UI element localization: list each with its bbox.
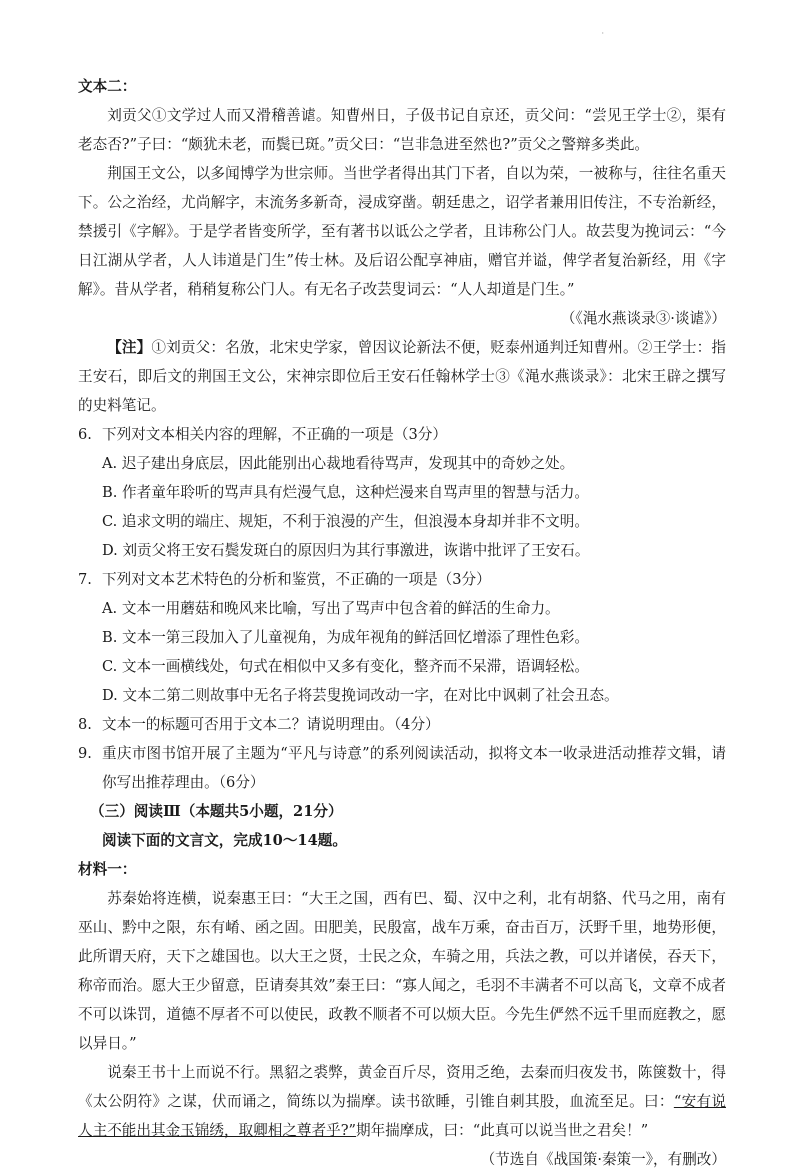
material1-source: （节选自《战国策·秦策一》，有删改） (480, 1151, 726, 1168)
question-6 (78, 420, 726, 565)
note-text: ①刘贡父：名攽，北宋史学家，曾因议论新法不便，贬泰州通判迁知曹州。②王学士：指王安石，即后文的荆国王文公，宋神宗即位后王安石任翰林学士③《渑水燕谈录》：北宋王辟之撰写的史料笔记。 (78, 339, 726, 414)
question-number: 9. (78, 745, 92, 762)
question-stem: 文本一的标题可否用于文本二？请说明理由。（4分） (102, 716, 440, 733)
option-c: C. 追求文明的端庄、规矩，不利于浪漫的产生，但浪漫本身却并非不文明。 (102, 513, 589, 530)
note-label: 【注】 (107, 339, 152, 356)
text2-heading: 文本二： (78, 78, 137, 95)
section-3-instruction: 阅读下面的文言文，完成10～14题。 (102, 832, 347, 849)
text2-note (78, 333, 726, 420)
paragraph-tail: 期年揣摩成，曰：“此真可以说当世之君矣！” (355, 1122, 649, 1139)
question-7 (78, 565, 726, 710)
text2-paragraph-1: 刘贡父①文学过人而又滑稽善谑。知曹州日，子伋书记自京还，贡父问：“尝见王学士②，渠有老态否?”子曰：“颇犹未老，而鬓已斑。”贡父曰：“岂非急进至然也?”贡父之警辩多类此。 (78, 107, 726, 153)
question-stem: 重庆市图书馆开展了主题为“平凡与诗意”的系列阅读活动，拟将文本一收录进活动推荐文辑，请你写出推荐理由。（6分） (102, 745, 726, 791)
question-stem: 下列对文本艺术特色的分析和鉴赏，不正确的一项是（3分） (102, 571, 491, 588)
option-a: A. 迟子建出身底层，因此能别出心裁地看待骂声，发现其中的奇妙之处。 (102, 455, 575, 472)
material1-paragraph-1: 苏秦始将连横，说秦惠王曰：“大王之国，西有巴、蜀、汉中之利，北有胡貉、代马之用，南有巫山、黔中之限，东有崤、函之固。田肥美，民殷富，战车万乘，奋击百万，沃野千里，地势形便，此所谓天府，天下之雄国也。以大王之贤，士民之众，车骑之用，兵法之教，可以并诸侯，吞天下，称帝而治。愿大王少留意，臣请奏其效”秦王曰：“寡人闻之，毛羽不丰满者不可以高飞，文章不成者不可以诛罚，道德不厚者不可以使民，政教不顺者不可以烦大臣。今先生俨然不远千里而庭教之，愿以异日。” (78, 890, 726, 1052)
material1-heading: 材料一： (78, 861, 137, 878)
option-c: C. 文本一画横线处，句式在相似中又多有变化，整齐而不呆滞，语调轻松。 (102, 658, 589, 675)
text2-source: （《渑水燕谈录③·谈谑》） (560, 310, 726, 327)
question-stem: 下列对文本相关内容的理解，不正确的一项是（3分） (102, 426, 447, 443)
option-b: B. 文本一第三段加入了儿童视角，为成年视角的鲜活回忆增添了理性色彩。 (102, 629, 590, 646)
question-number: 7. (78, 571, 92, 588)
text2-paragraph-2: 荆国王文公，以多闻博学为世宗师。当世学者得出其门下者，自以为荣，一被称与，往往名重天下。公之治经，尤尚解字，末流务多新奇，浸成穿凿。朝廷患之，诏学者兼用旧传注，不专治新经，禁援引《字解》。于是学者皆变所学，至有著书以诋公之学者，且讳称公门人。故芸叟为挽词云：“今日江湖从学者，人人讳道是门生”传士林。及后诏公配享神庙，赠官并谥，俾学者复治新经，用《字解》。昔从学者，稍稍复称公门人。有无名子改芸叟词云：“人人却道是门生。” (78, 165, 726, 298)
section-3-title: （三）阅读Ⅲ（本题共5小题，21分） (90, 803, 343, 820)
exam-page (78, 72, 726, 1174)
question-8 (78, 710, 726, 739)
question-number: 6. (78, 426, 92, 443)
option-b: B. 作者童年聆听的骂声具有烂漫气息，这种烂漫来自骂声里的智慧与活力。 (102, 484, 590, 501)
question-9 (78, 739, 726, 797)
corner-mark: · (601, 29, 604, 38)
option-d: D. 刘贡父将王安石鬓发斑白的原因归为其行事激进，诙谐中批评了王安石。 (102, 542, 590, 559)
paragraph-text: 说秦王书十上而说不行。黑貂之裘弊，黄金百斤尽，资用乏绝，去秦而归夜发书，陈箧数十，得《太公阴符》之谋，伏而诵之，简练以为揣摩。读书欲睡，引锥自刺其股，血流至足。曰： (78, 1064, 726, 1110)
option-a: A. 文本一用蘑菇和晚风来比喻，写出了骂声中包含着的鲜活的生命力。 (102, 600, 560, 617)
underlined-sentence: “安有说人主不能出其金玉锦绣，取卿相之尊者乎?” (78, 1093, 726, 1139)
option-d: D. 文本二第二则故事中无名子将芸叟挽词改动一字，在对比中讽刺了社会丑态。 (102, 687, 619, 704)
question-number: 8. (78, 716, 92, 733)
